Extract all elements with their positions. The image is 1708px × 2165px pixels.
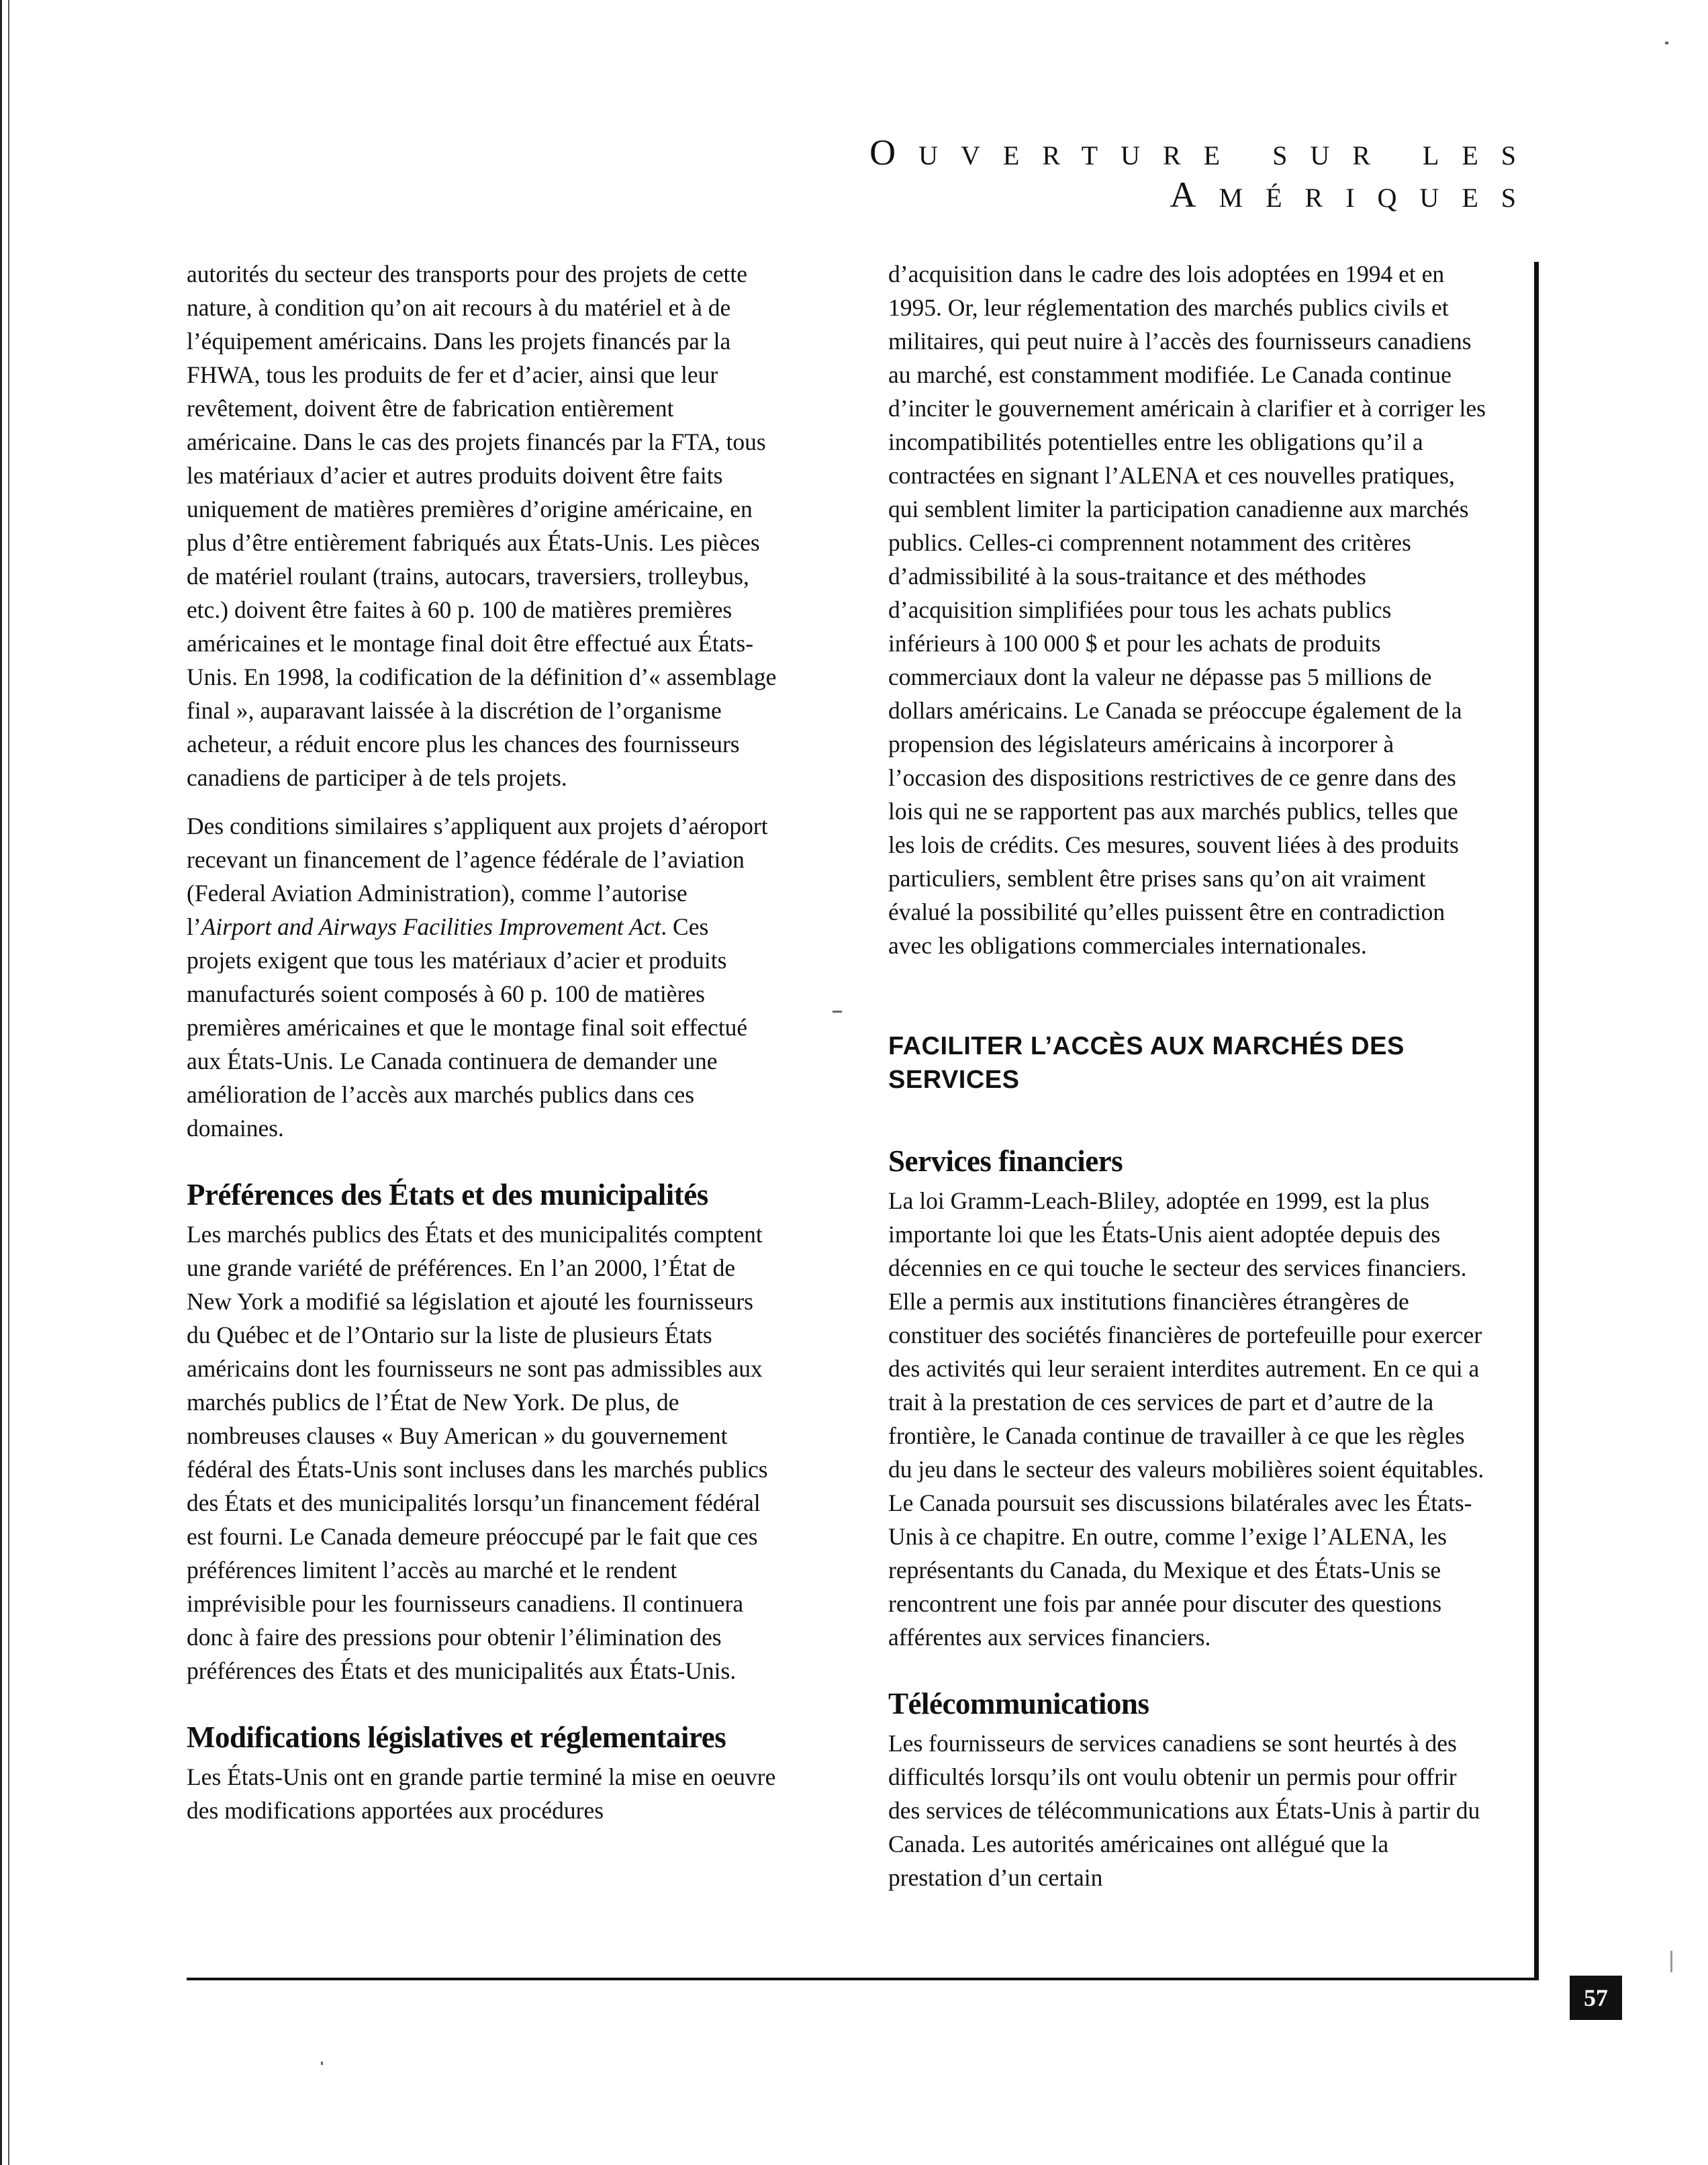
subheading: Préférences des États et des municipalités bbox=[187, 1178, 708, 1211]
subheading: Services financiers bbox=[888, 1144, 1123, 1178]
section-heading: FACILITER L’ACCÈS AUX MARCHÉS DES SERVICES bbox=[888, 1032, 1405, 1094]
page-number: 57 bbox=[1570, 1976, 1622, 2020]
running-header bbox=[869, 133, 1539, 218]
scan-speck bbox=[1665, 42, 1668, 44]
scan-speck bbox=[321, 2062, 323, 2065]
paragraph: Les fournisseurs de services canadiens se sont heurtés à des difficultés lorsqu’ils ont voulu obtenir un permis pour offrir des services de télécommunications aux États-Unis à partir du Canada. Les autorités américaines ont allégué que la prestation d’un certain bbox=[888, 1730, 1480, 1891]
paragraph: La loi Gramm-Leach-Bliley, adoptée en 1999, est la plus importante loi que les États-Unis aient adoptée depuis des décennies en ce qui touche le secteur des services financiers. Elle a permis aux institutions financières étrangères de constituer des sociétés financières de portefeuille pour exercer des activités qui leur seraient interdites autrement. En ce qui a trait à la prestation de ces services de part et d’autre de la frontière, le Canada continue de travailler à ce que les règles du jeu dans le secteur des valeurs mobilières soient équitables. Le Canada poursuit ses discussions bilatérales avec les États-Unis à ce chapitre. En outre, comme l’exige l’ALENA, les représentants du Canada, du Mexique et des États-Unis se rencontrent une fois par année pour discuter des questions afférentes aux services financiers. bbox=[888, 1187, 1484, 1651]
right-column bbox=[888, 257, 1486, 1894]
left-column bbox=[187, 257, 777, 1827]
paragraph: d’acquisition dans le cadre des lois adoptées en 1994 et en 1995. Or, leur réglementation des marchés publics civils et militaires, qui peut nuire à l’accès des fournisseurs canadiens au marché, est constamment modifiée. Le Canada continue d’inciter le gouvernement américain à clarifier et à corriger les incompatibilités potentielles entre les obligations qu’il a contractées en signant l’ALENA et ces nouvelles pratiques, qui semblent limiter la participation canadienne aux marchés publics. Celles-ci comprennent notamment des critères d’admissibilité à la sous-traitance et des méthodes d’acquisition simplifiées pour tous les achats publics inférieurs à 100 000 $ et pour les achats de produits commerciaux dont la valeur ne dépasse pas 5 millions de dollars américains. Le Canada se préoccupe également de la propension des législateurs américains à incorporer à l’occasion des dispositions restrictives de ce genre dans des lois qui ne se rapportent pas aux marchés publics, telles que les lois de crédits. Ces mesures, souvent liées à des produits particuliers, semblent être prises sans qu’on ait vraiment évalué la possibilité qu’elles puissent être en contradiction avec les obligations commerciales internationales. bbox=[888, 261, 1486, 959]
vertical-rule bbox=[1534, 262, 1539, 1978]
paragraph: Les États-Unis ont en grande partie terminé la mise en oeuvre des modifications apportées aux procédures bbox=[187, 1763, 776, 1824]
bottom-rule bbox=[187, 1978, 1539, 1980]
scan-speck bbox=[1670, 1951, 1672, 1972]
paragraph: Des conditions similaires s’appliquent aux projets d’aéroport recevant un financement de l’agence fédérale de l’aviation (Federal Aviation Administration), comme l’autorise l’Airport and Airways Facilities Improvement Act. Ces projets exigent que tous les matériaux d’acier et produits manufacturés soient composés à 60 p. 100 de matières premières américaines et que le montage final soit effectué aux États-Unis. Le Canada continuera de demander une amélioration de l’accès aux marchés publics dans ces domaines. bbox=[187, 813, 768, 1142]
scan-edge bbox=[0, 0, 9, 2165]
running-header-line2: AMÉRIQUES bbox=[1170, 175, 1539, 215]
subheading: Télécommunications bbox=[888, 1687, 1149, 1720]
scan-speck bbox=[833, 1011, 842, 1013]
act-title: Airport and Airways Facilities Improvement Act bbox=[201, 913, 661, 940]
paragraph: Les marchés publics des États et des municipalités comptent une grande variété de préférences. En l’an 2000, l’État de New York a modifié sa législation et ajouté les fournisseurs du Québec et de l’Ontario sur la liste de plusieurs États américains dont les fournisseurs ne sont pas admissibles aux marchés publics de l’État de New York. De plus, de nombreuses clauses « Buy American » du gouvernement fédéral des États-Unis sont incluses dans les marchés publics des États et des municipalités lorsqu’un financement fédéral est fourni. Le Canada demeure préoccupé par le fait que ces préférences limitent l’accès au marché et le rendent imprévisible pour les fournisseurs canadiens. Il continuera donc à faire des pressions pour obtenir l’élimination des préférences des États et des municipalités aux États-Unis. bbox=[187, 1221, 768, 1684]
running-header-line1: OUVERTURE SUR LES bbox=[869, 132, 1539, 173]
paragraph: autorités du secteur des transports pour des projets de cette nature, à condition qu’on ait recours à du matériel et à de l’équipement américains. Dans les projets financés par la FHWA, tous les produits de fer et d’acier, ainsi que leur revêtement, doivent être de fabrication entièrement américaine. Dans le cas des projets financés par la FTA, tous les matériaux d’acier et autres produits doivent être faits uniquement de matières premières d’origine américaine, en plus d’être entièrement fabriqués aux États-Unis. Les pièces de matériel roulant (trains, autocars, traversiers, trolleybus, etc.) doivent être faites à 60 p. 100 de matières premières américaines et le montage final doit être effectué aux États-Unis. En 1998, la codification de la définition d’« assemblage final », auparavant laissée à la discrétion de l’organisme acheteur, a réduit encore plus les chances des fournisseurs canadiens de participer à de tels projets. bbox=[187, 261, 777, 791]
subheading: Modifications législatives et réglementaires bbox=[187, 1720, 726, 1754]
